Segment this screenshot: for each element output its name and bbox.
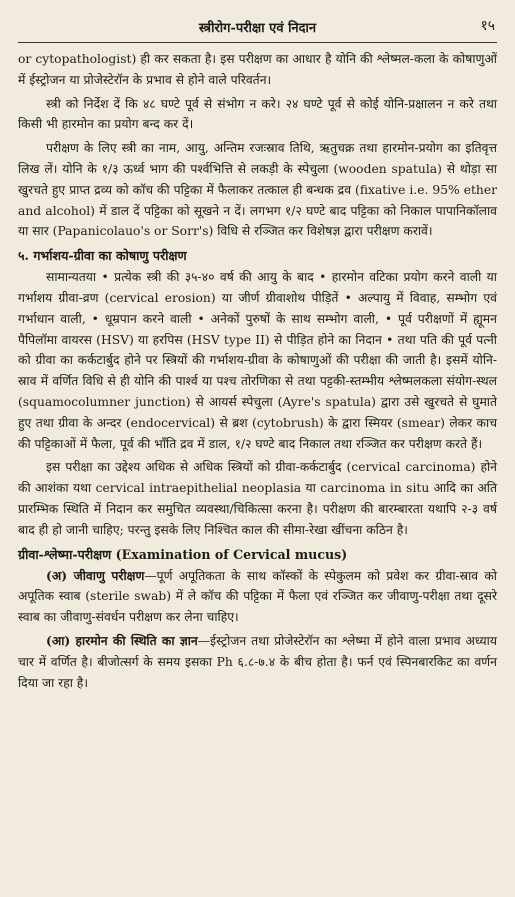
paragraph-3: परीक्षण के लिए स्त्री का नाम, आयु, अन्तिम रजःस्राव तिथि, ऋतुचक्र तथा हारमोन-प्रयोग का इतिवृत्त लिख लें। योनि के १/३ ऊर्ध्व भाग की पर्श्वभित्ति से लकड़ी के स्पेचुला (wooden spatula) से थोड़ा सा खुरचते हुए प्राप्त द्रव्य को कॉच की पट्टिका में फैलाकर तत्काल ही बन्धक द्रव (fixative i.e. 95% ether and alcohol) में डाल दें पट्टिका को सूखने न दें। लगभग १/२ घण्टे बाद पट्टिका को निकाल पापानिकॉलाव या सार (Papanicolauo's or Sorr's) विधि से रञ्जित कर विशेषज्ञ द्वारा परीक्षण करावें।: [18, 141, 497, 239]
section-heading-cervical-cytology: ५. गर्भाशय-ग्रीवा का कोषाणु परीक्षण: [18, 248, 187, 264]
paragraph-2: स्त्री को निर्देश दें कि ४८ घण्टे पूर्व से संभोग न करे। २४ घण्टे पूर्व से कोई योनि-प्रक्षालन न करे तथा किसी भी हारमोन का प्रयोग बन्द कर दें।: [18, 96, 497, 132]
paragraph-1: or cytopathologist) ही कर सकता है। इस परीक्षण का आधार है योनि की श्लेष्मल-कला के कोषाणुओं में ईस्ट्रोजन या प्रोजेस्टेरॉन के प्रभाव से होने वाले परिवर्तन।: [18, 52, 497, 87]
page-number: १५: [480, 18, 495, 34]
subheading-hormone-status: (आ) हारमोन की स्थिति का ज्ञान: [46, 632, 198, 648]
section-heading-cervical-mucus: ग्रीवा-श्लेष्मा-परीक्षण (Examination of Cervical mucus): [18, 546, 348, 562]
paragraph-5: इस परीक्षा का उद्देश्य अधिक से अधिक स्त्रियों को ग्रीवा-कर्कटार्बुद (cervical carcinoma) होने की आशंका यथा cervical intraepithelial neoplasia या carcinoma in situ आदि का अति प्रारम्भिक स्थिति में निदान कर समुचित व्यवस्था/चिकित्सा करना है। परीक्षण की बारम्बारता यथापि २-३ वर्ष बाद ही हो जानी चाहिए; परन्तु इसके लिए निश्चित काल की सीमा-रेखा खींचना कठिन है।: [18, 460, 497, 537]
subheading-bacteria-test: (अ) जीवाणु परीक्षण: [46, 567, 145, 583]
paragraph-7-text: —ईस्ट्रोजन तथा प्रोजेस्टेरॉन का श्लेष्मा में होने वाला प्रभाव अध्याय चार में वर्णित है। बीजोत्सर्ग के समय इसका Ph ६.८-७.४ के बीच होता है। फर्न एवं स्पिनबारकिट का वर्णन दिया जा रहा है।: [18, 633, 497, 690]
page-header: [18, 10, 497, 43]
paragraph-6: [18, 566, 497, 628]
paragraph-7: [18, 631, 497, 693]
paragraph-4: सामान्यतया • प्रत्येक स्त्री की ३५-४० वर्ष की आयु के बाद • हारमोन वटिका प्रयोग करने वाली या गर्भाशय ग्रीवा-व्रण (cervical erosion) या जीर्ण ग्रीवाशोथ पीड़ितें • अल्पायु में विवाह, सम्भोग एवं गर्भाधान वाली, • धूम्रपान करने वाली • अनेकों पुरुषों के साथ सम्भोग वाली, • पूर्व परीक्षणों में ह्यूमन पैपिलॉमा वायरस (HSV) या हरपिस (HSV type II) से पीड़ित होने का निदान • तथा पति की पूर्व पत्नी को ग्रीवा का कर्कटार्बुद होने पर स्त्रियों की गर्भाशय-ग्रीवा के कोषाणुओं की परीक्षा की जाती है। इसमें योनि-स्राव में वर्णित विधि से ही योनि की पार्श्व या पश्च तोरणिका से तथा पट्टकी-स्तम्भीय श्लेष्मलकला संयोग-स्थल (squamocolumner junction) से आयर्स स्पेचुला (Ayre's spatula) द्वारा उसे खुरचते से घुमाते हुए तथा ग्रीवा के अन्दर (endocervical) से ब्रश (cytobrush) के द्वारा स्मियर (smear) लेकर काच की पट्टिकाओं में फैला, पूर्व की भाँति द्रव में डाल, १/२ घण्टे बाद निकाल तथा रञ्जित कर परीक्षण करते हैं।: [18, 270, 497, 451]
paragraph-6-text: —पूर्ण अपूतिकता के साथ कॉस्कों के स्पेकुलम को प्रवेश कर ग्रीवा-स्राव को अपूतिक स्वाब (sterile swab) में ले कॉच की पट्टिका में फैला एवं रञ्जित कर जीवाणु-परीक्षा तथा दूसरे स्वाब का जीवाणु-संवर्धन परीक्षण कर लेना चाहिए।: [18, 568, 497, 625]
running-title: स्त्रीरोग-परीक्षा एवं निदान: [198, 21, 317, 36]
